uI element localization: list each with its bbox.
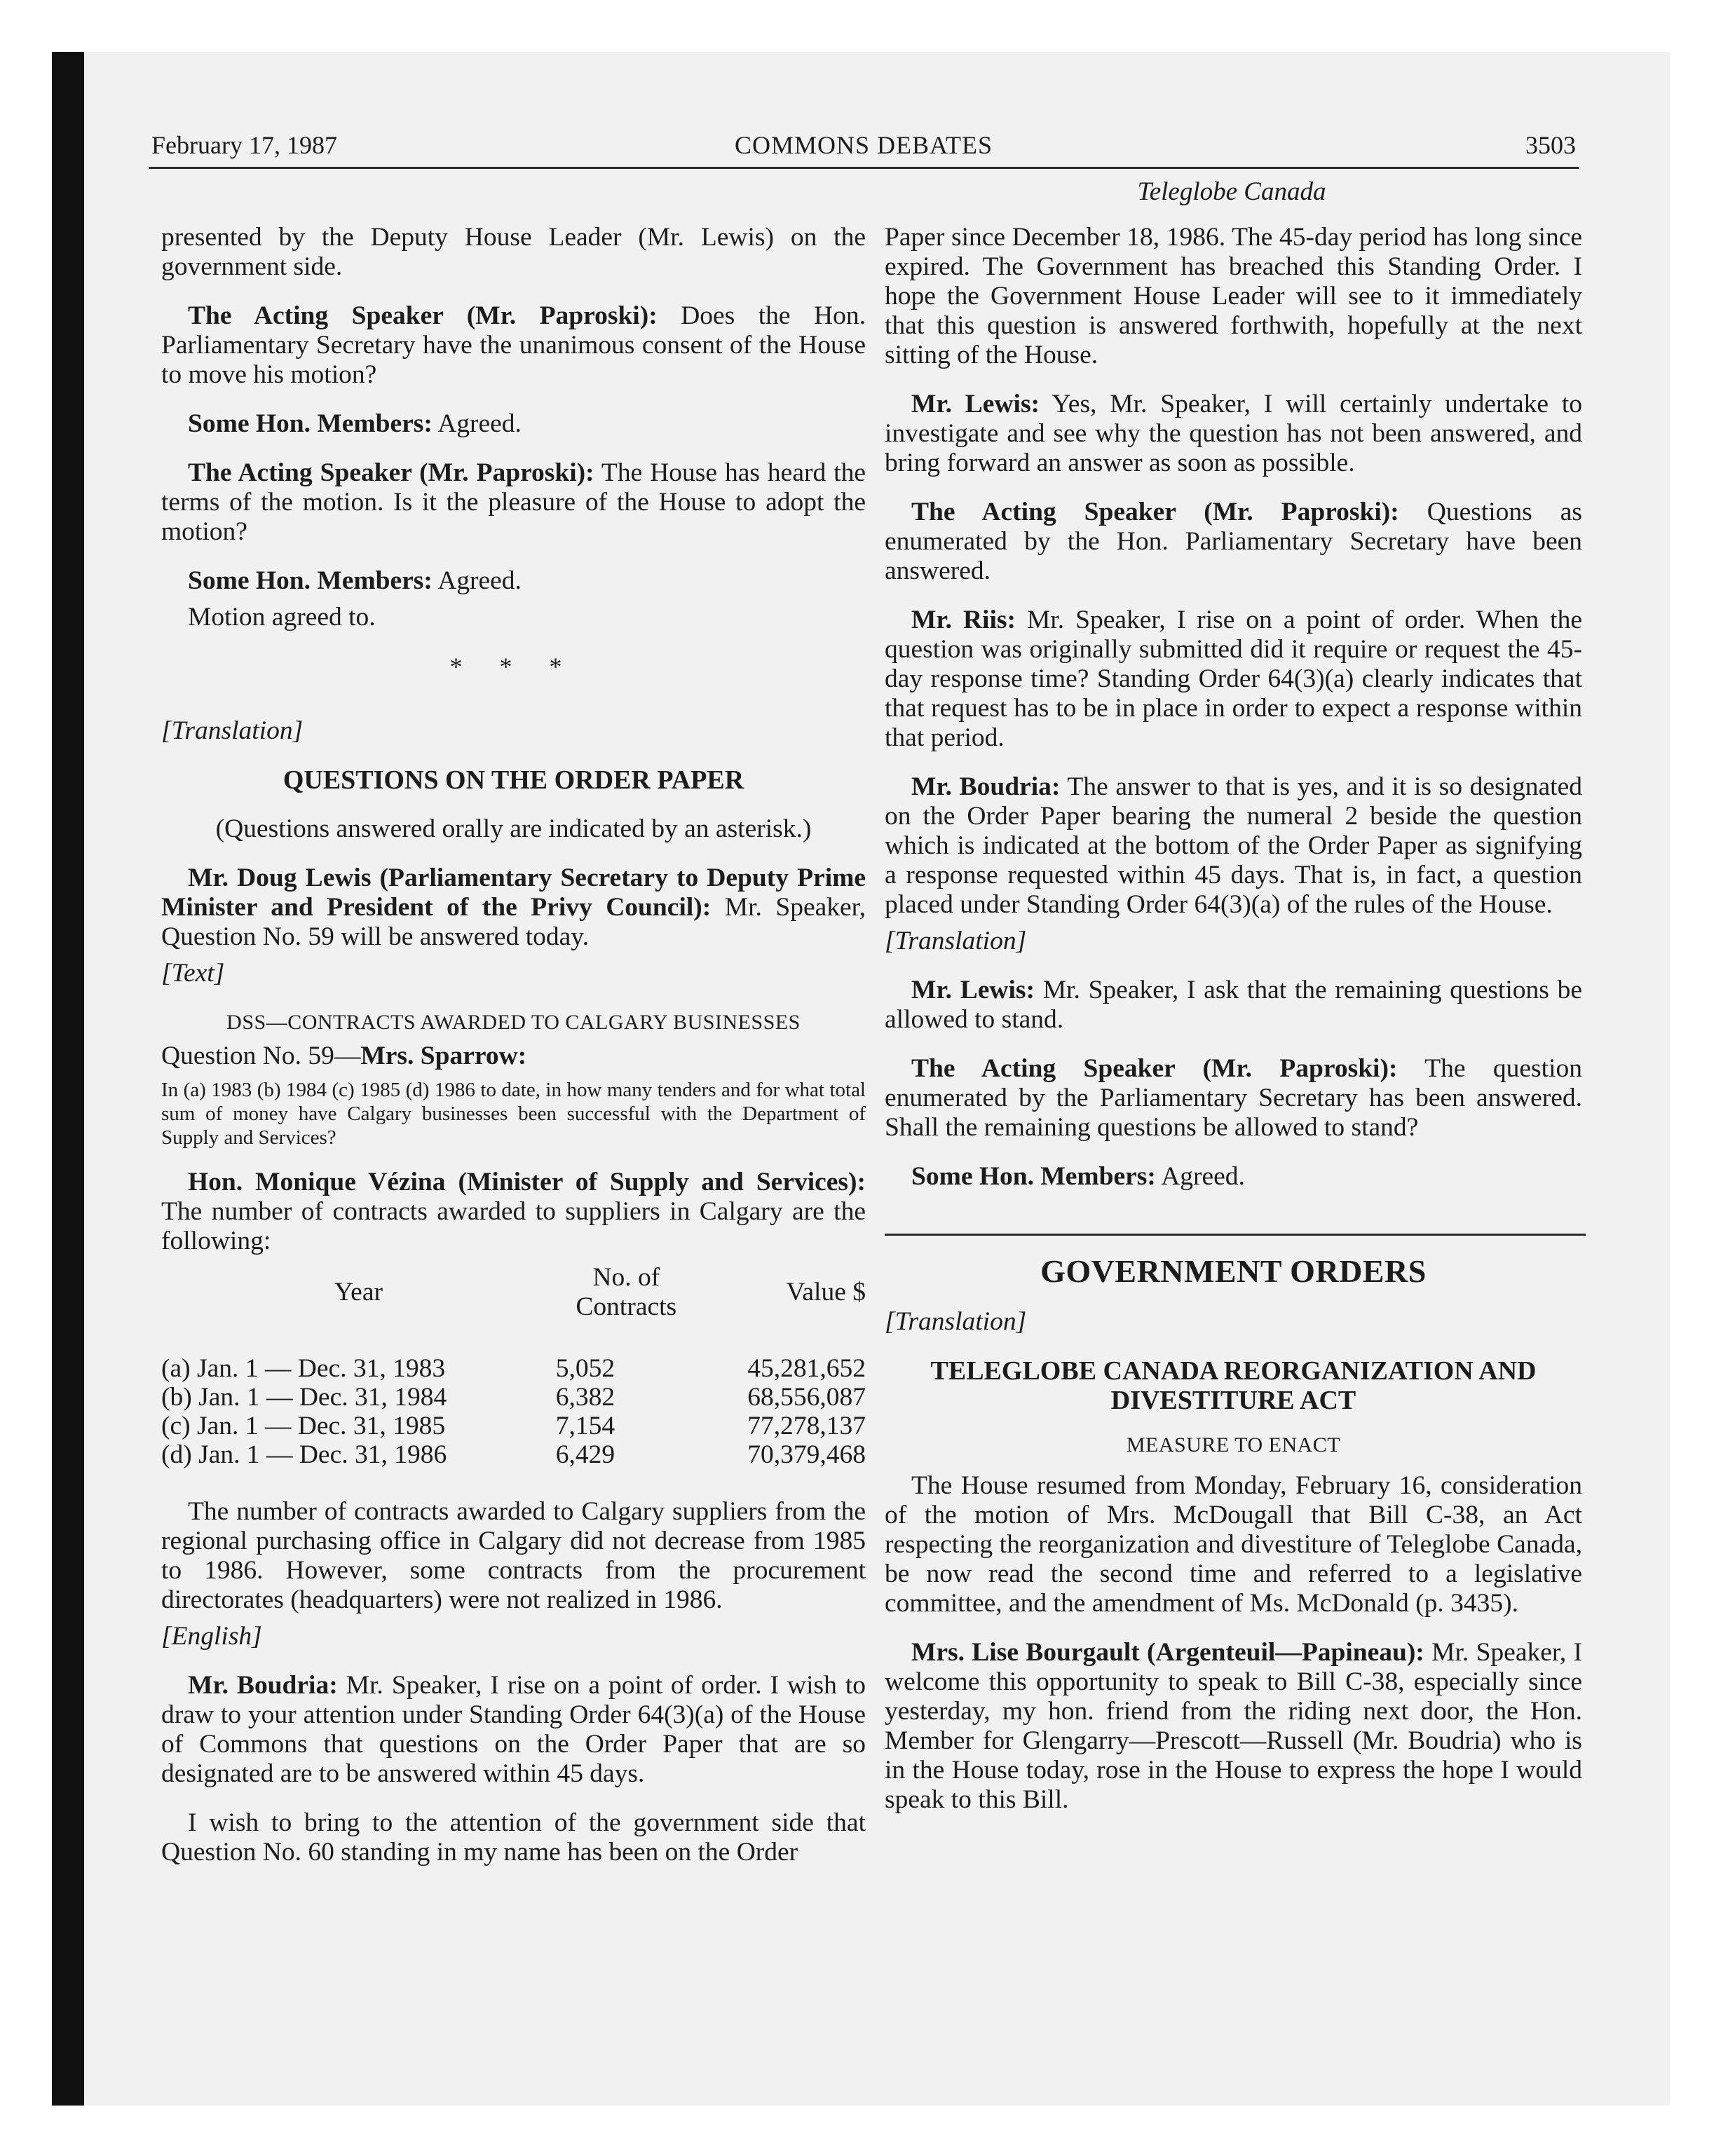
paragraph <box>885 1638 1582 1815</box>
paragraph <box>885 390 1582 478</box>
paragraph <box>885 976 1582 1035</box>
measure-label: MEASURE TO ENACT <box>1126 1433 1341 1456</box>
page-header <box>149 130 1579 169</box>
cell-value: 70,379,468 <box>747 1440 866 1469</box>
cell-contracts: 7,154 <box>555 1412 615 1440</box>
speaker-name: The Acting Speaker (Mr. Paproski): <box>188 458 594 487</box>
paragraph <box>161 1671 866 1789</box>
speaker-name: The Acting Speaker (Mr. Paproski): <box>911 498 1399 526</box>
speaker-name: Mrs. Lise Bourgault (Argenteuil—Papineau): <box>911 1638 1424 1667</box>
translation-label: [Translation] <box>161 716 304 745</box>
speech-text: Agreed. <box>432 409 522 438</box>
section-rule <box>885 1234 1586 1236</box>
paragraph <box>161 566 866 596</box>
cell-contracts: 5,052 <box>555 1354 615 1383</box>
paragraph: I wish to bring to the attention of the government side that Question No. 60 standing in my name has been on the Order <box>161 1808 866 1867</box>
speaker-name: The Acting Speaker (Mr. Paproski): <box>188 301 658 330</box>
speech-text: Does the Hon. Parliamentary Secretary have the unanimous consent of the House to move his motion? <box>161 301 866 389</box>
section-note: (Questions answered orally are indicated by an asterisk.) <box>215 814 812 843</box>
table-row <box>161 1383 866 1412</box>
cell-year: (d) Jan. 1 — Dec. 31, 1986 <box>161 1440 447 1469</box>
speech-text: The number of contracts awarded to suppliers in Calgary are the following: <box>161 1197 866 1255</box>
left-column <box>161 223 866 1887</box>
speech-text: Mr. Speaker, I welcome this opportunity to speak to Bill C-38, especially since yesterday, my hon. friend from the riding next door, the Hon. Member for Glengarry—Prescott—Russell (Mr. Boudria) who is in the House today, rose in the House to express the hope I would speak to this Bill. <box>885 1638 1582 1814</box>
paragraph <box>885 498 1582 586</box>
cell-value: 77,278,137 <box>747 1412 866 1440</box>
speech-text: Mr. Speaker, I rise on a point of order. I wish to draw to your attention under Standing Order 64(3)(a) of the House of Commons that questions on the Order Paper that are so designated are to be answered within 45 days. <box>161 1671 866 1788</box>
speaker-name: Mr. Doug Lewis (Parliamentary Secretary to Deputy Prime Minister and President of the Privy Council): <box>161 864 866 922</box>
paragraph <box>885 606 1582 753</box>
speech-text: The answer to that is yes, and it is so designated on the Order Paper bearing the numeral 2 beside the question which is indicated at the bottom of the Order Paper as signifying a response requested within 45 days. That is, in fact, a question placed under Standing Order 64(3)(a) of the rules of the House. <box>885 772 1582 919</box>
cell-year: (c) Jan. 1 — Dec. 31, 1985 <box>161 1412 446 1440</box>
cell-year: (a) Jan. 1 — Dec. 31, 1983 <box>161 1354 446 1383</box>
speaker-name: Some Hon. Members: <box>188 409 433 438</box>
speech-text: Questions as enumerated by the Hon. Parliamentary Secretary have been answered. <box>885 498 1582 585</box>
speaker-name: Some Hon. Members: <box>188 566 433 595</box>
paragraph <box>885 1162 1582 1192</box>
translation-label: [Translation] <box>885 927 1027 955</box>
paragraph <box>161 458 866 547</box>
speaker-name: Mr. Riis: <box>911 606 1016 634</box>
section-heading: QUESTIONS ON THE ORDER PAPER <box>283 765 744 795</box>
column-header: Value $ <box>786 1278 866 1306</box>
table-header-row <box>161 1263 866 1354</box>
act-heading: TELEGLOBE CANADA REORGANIZATION AND DIVESTITURE ACT <box>930 1356 1537 1415</box>
section-separator: * * * <box>449 653 578 681</box>
cell-value: 45,281,652 <box>747 1354 866 1383</box>
speech-text: Mr. Speaker, I ask that the remaining questions be allowed to stand. <box>885 976 1582 1034</box>
speaker-name: Mr. Lewis: <box>911 390 1040 418</box>
question-body: In (a) 1983 (b) 1984 (c) 1985 (d) 1986 to date, in how many tenders and for what total sum of money have Calgary businesses been successful with the Department of Supply and Services? <box>161 1079 866 1149</box>
column-header: No. of Contracts <box>576 1263 677 1321</box>
speaker-name: Mr. Boudria: <box>911 772 1061 801</box>
cell-contracts: 6,382 <box>555 1383 615 1412</box>
speech-text: Agreed. <box>1155 1162 1245 1191</box>
translation-label: [Translation] <box>885 1307 1027 1336</box>
question-heading: DSS—CONTRACTS AWARDED TO CALGARY BUSINESSES <box>226 1011 801 1034</box>
speech-text: Agreed. <box>432 566 522 595</box>
paragraph <box>161 301 866 390</box>
speaker-name: Mr. Boudria: <box>188 1671 338 1700</box>
binding-edge <box>52 52 84 2106</box>
right-column <box>885 223 1582 1834</box>
paragraph <box>161 409 866 439</box>
speech-text: Mr. Speaker, Question No. 59 will be answered today. <box>161 893 866 951</box>
page-number: 3503 <box>1525 131 1576 159</box>
paragraph: Motion agreed to. <box>188 603 376 632</box>
table-row <box>161 1440 866 1469</box>
speech-text: Yes, Mr. Speaker, I will certainly undertake to investigate and see why the question has not been answered, and bring forward an answer as soon as possible. <box>885 390 1582 477</box>
speaker-name: Mr. Lewis: <box>911 976 1035 1004</box>
speaker-name: Hon. Monique Vézina (Minister of Supply and Services): <box>188 1168 866 1196</box>
contracts-table <box>161 1263 866 1469</box>
speech-text: Mr. Speaker, I rise on a point of order. When the question was originally submitted did it require or request the 45-day response time? Standing Order 64(3)(a) clearly indicates that that request has to be in place in order to expect a response within that period. <box>885 606 1582 752</box>
paragraph <box>161 1168 866 1256</box>
text-label: [Text] <box>161 959 225 988</box>
running-head: Teleglobe Canada <box>1137 177 1326 206</box>
paragraph: presented by the Deputy House Leader (Mr. Lewis) on the government side. <box>161 223 866 281</box>
cell-value: 68,556,087 <box>747 1383 866 1412</box>
speaker-name: Some Hon. Members: <box>911 1162 1156 1191</box>
questioner-name: Mrs. Sparrow: <box>360 1042 527 1070</box>
cell-year: (b) Jan. 1 — Dec. 31, 1984 <box>161 1383 447 1412</box>
paragraph <box>885 772 1582 920</box>
speech-text: The House has heard the terms of the motion. Is it the pleasure of the House to adopt the motion? <box>161 458 866 546</box>
table-row <box>161 1354 866 1383</box>
paragraph: Paper since December 18, 1986. The 45-day period has long since expired. The Government has breached this Standing Order. I hope the Government House Leader will see to it immediately that this question is answered forthwith, hopefully at the next sitting of the House. <box>885 223 1582 369</box>
column-header: Year <box>334 1278 383 1306</box>
paragraph <box>161 864 866 952</box>
english-label: [English] <box>161 1622 262 1651</box>
table-row <box>161 1412 866 1440</box>
cell-contracts: 6,429 <box>555 1440 615 1469</box>
question-prefix: Question No. 59— <box>161 1042 361 1070</box>
speaker-name: The Acting Speaker (Mr. Paproski): <box>911 1054 1398 1083</box>
speech-text: The question enumerated by the Parliamentary Secretary has been answered. Shall the remaining questions be allowed to stand? <box>885 1054 1582 1142</box>
paragraph <box>885 1054 1582 1142</box>
header-date: February 17, 1987 <box>151 131 337 159</box>
question-line <box>161 1042 866 1071</box>
section-heading: GOVERNMENT ORDERS <box>1040 1253 1427 1289</box>
header-title: COMMONS DEBATES <box>734 131 993 159</box>
paragraph: The number of contracts awarded to Calgary suppliers from the regional purchasing office in Calgary did not decrease from 1985 to 1986. However, some contracts from the procurement directorates (headquarters) were not realized in 1986. <box>161 1497 866 1614</box>
paragraph: The House resumed from Monday, February 16, consideration of the motion of Mrs. McDougall that Bill C-38, an Act respecting the reorganization and divestiture of Teleglobe Canada, be now read the second time and referred to a legislative committee, and the amendment of Ms. McDonald (p. 3435). <box>885 1471 1582 1618</box>
